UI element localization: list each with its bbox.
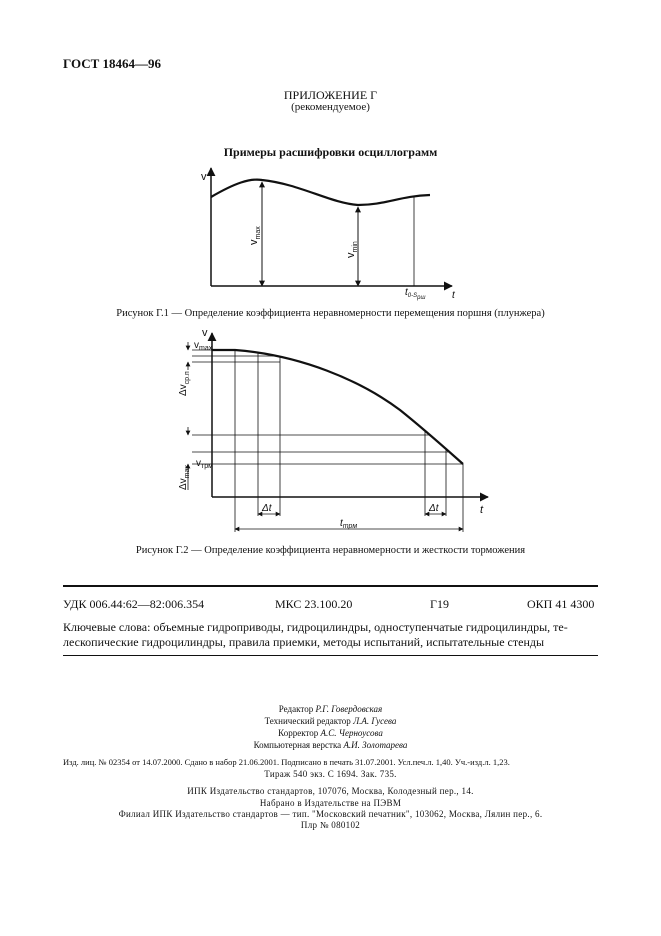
group-code: Г19 <box>430 597 449 611</box>
credit-row: Компьютерная верстка А.И. Золотарева <box>253 740 408 750</box>
appendix-subtitle: (рекомендуемое) <box>291 101 370 113</box>
imprint-line-1: Изд. лиц. № 02354 от 14.07.2000. Сдано в набор 21.06.2001. Подписано в печать 31.07.2001. Усл.печ.л. 1,40. Уч.-изд.л. 1,23. <box>63 757 510 767</box>
bottom-rule <box>63 655 598 656</box>
credits-block <box>0 704 661 750</box>
fig1-vmax-label: $v_{max}$ <box>248 226 262 245</box>
fig1-t-mark-label: $t_{0-Sрш}$ <box>405 287 426 301</box>
publisher-line-1: ИПК Издательство стандартов, 107076, Москва, Колодезный пер., 14. <box>187 786 474 796</box>
fig2-dv-top-label: $\Delta v_{ср.п}$ <box>178 371 191 396</box>
fig2-dv-bottom-label: $\Delta v_{max}$ <box>178 465 191 490</box>
appendix-title: ПРИЛОЖЕНИЕ Г <box>283 88 378 102</box>
publisher-line-2: Набрано в Издательстве на ПЭВМ <box>259 798 402 808</box>
fig1-vmin-label: $v_{min}$ <box>345 241 359 258</box>
publisher-line-3: Филиал ИПК Издательство стандартов — тип. "Московский печатник", 103062, Москва, Лялин пер., 6. <box>118 809 543 819</box>
figure-2-caption: Рисунок Г.2 — Определение коэффициента неравномерности и жесткости торможения <box>135 545 526 556</box>
fig2-dt1-label: Δt <box>262 503 272 514</box>
credit-row: Технический редактор Л.А. Гусева <box>264 716 397 726</box>
figure-1-caption: Рисунок Г.1 — Определение коэффициента неравномерности перемещения поршня (плунжера) <box>116 308 545 319</box>
udk-code: УДК 006.44:62—82:006.354 <box>63 597 205 611</box>
imprint-line-2: Тираж 540 экз. С 1694. Зак. 735. <box>264 769 397 779</box>
section-title: Примеры расшифровки осциллограмм <box>223 145 438 159</box>
document-header: ГОСТ 18464—96 <box>63 56 162 71</box>
okp-code: ОКП 41 4300 <box>527 597 595 611</box>
fig1-y-label: v <box>201 171 207 183</box>
fig1-x-label: t <box>452 290 455 301</box>
fig2-y-label: v <box>202 327 208 339</box>
fig2-dt2-label: Δt <box>429 503 439 514</box>
fig2-ttrm-label: $t_{трм}$ <box>340 518 358 530</box>
keywords-line-2: лескопические гидроцилиндры, правила приемки, методы испытаний, испытательные стенды <box>63 635 545 649</box>
fig2-vtrm-label: $v_{трм}$ <box>196 458 213 470</box>
fig2-vmax-label: $v_{max}$ <box>194 340 213 352</box>
fig2-x-label: t <box>480 504 484 516</box>
mks-code: МКС 23.100.20 <box>275 597 353 611</box>
credit-row: Редактор Р.Г. Говердовская <box>278 704 383 714</box>
publisher-line-4: Плр № 080102 <box>300 820 361 830</box>
keywords-line-1: Ключевые слова: объемные гидроприводы, гидроцилиндры, одноступенчатые гидроцилиндры, те- <box>63 620 568 634</box>
top-rule <box>63 585 598 587</box>
credit-row: Корректор А.С. Черноусова <box>278 728 383 738</box>
